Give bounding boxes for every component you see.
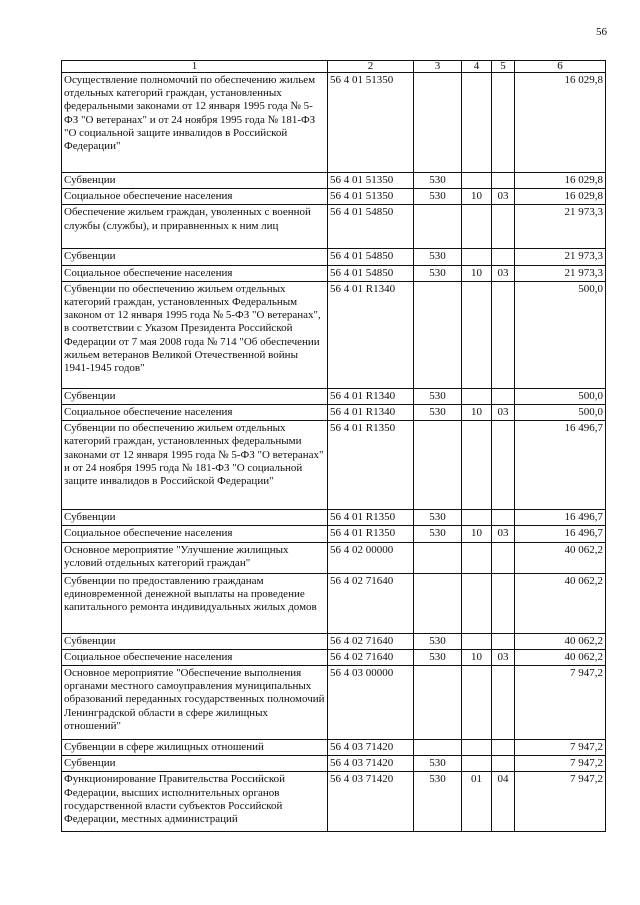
row-sum: 16 496,7: [515, 526, 606, 542]
row-sum: 40 062,2: [515, 633, 606, 649]
row-name: Социальное обеспечение населения: [62, 405, 328, 421]
row-name: Субвенции: [62, 756, 328, 772]
row-section: 10: [462, 405, 492, 421]
header-row: [62, 61, 606, 73]
row-section: 10: [462, 189, 492, 205]
row-sum: 21 973,3: [515, 265, 606, 281]
row-name: Субвенции в сфере жилищных отношений: [62, 740, 328, 756]
row-expense-type: 530: [414, 265, 462, 281]
row-expense-type: [414, 666, 462, 740]
table-row: [62, 772, 606, 832]
row-target-article: 56 4 01 R1340: [328, 281, 414, 388]
row-section: 01: [462, 772, 492, 832]
row-target-article: 56 4 01 51350: [328, 73, 414, 173]
row-section: [462, 542, 492, 573]
row-subsection: [492, 249, 515, 265]
row-subsection: [492, 281, 515, 388]
row-name: Основное мероприятие "Улучшение жилищных условий отдельных категорий граждан": [62, 542, 328, 573]
row-expense-type: 530: [414, 173, 462, 189]
row-name: Осуществление полномочий по обеспечению жильем отдельных категорий граждан, установленных федеральными законами от 12 января 1995 года № 5-ФЗ "О ветеранах" и от 24 ноября 1995 года № 181-ФЗ "О социальной защите инвалидов в Российской Федерации": [62, 73, 328, 173]
row-sum: 21 973,3: [515, 249, 606, 265]
table-row: [62, 633, 606, 649]
row-expense-type: 530: [414, 249, 462, 265]
header-col-2: 2: [328, 61, 414, 73]
row-name: Основное мероприятие "Обеспечение выполнения органами местного самоуправления муниципальных образований переданных государственных полномочий Ленинградской области в сфере жилищных отношений": [62, 666, 328, 740]
row-target-article: 56 4 01 R1350: [328, 421, 414, 510]
row-section: [462, 388, 492, 404]
row-name: Социальное обеспечение населения: [62, 265, 328, 281]
budget-table: [61, 60, 606, 832]
row-section: [462, 421, 492, 510]
row-section: [462, 756, 492, 772]
row-sum: 40 062,2: [515, 649, 606, 665]
row-sum: 16 029,8: [515, 173, 606, 189]
table-row: [62, 666, 606, 740]
row-target-article: 56 4 01 R1340: [328, 388, 414, 404]
row-subsection: 03: [492, 265, 515, 281]
row-subsection: [492, 73, 515, 173]
row-subsection: [492, 205, 515, 249]
row-sum: 500,0: [515, 281, 606, 388]
row-target-article: 56 4 02 71640: [328, 649, 414, 665]
row-sum: 16 496,7: [515, 421, 606, 510]
table-row: [62, 510, 606, 526]
row-subsection: 04: [492, 772, 515, 832]
row-sum: 16 496,7: [515, 510, 606, 526]
row-target-article: 56 4 03 00000: [328, 666, 414, 740]
row-section: [462, 633, 492, 649]
row-name: Социальное обеспечение населения: [62, 526, 328, 542]
row-target-article: 56 4 02 00000: [328, 542, 414, 573]
row-target-article: 56 4 01 R1340: [328, 405, 414, 421]
row-subsection: 03: [492, 405, 515, 421]
row-section: [462, 510, 492, 526]
row-expense-type: 530: [414, 189, 462, 205]
row-expense-type: [414, 542, 462, 573]
table-row: [62, 405, 606, 421]
row-subsection: [492, 633, 515, 649]
row-expense-type: [414, 73, 462, 173]
table-row: [62, 249, 606, 265]
row-sum: 40 062,2: [515, 542, 606, 573]
row-target-article: 56 4 03 71420: [328, 740, 414, 756]
table-row: [62, 573, 606, 633]
row-section: [462, 740, 492, 756]
row-target-article: 56 4 01 R1350: [328, 510, 414, 526]
table-row: [62, 526, 606, 542]
table-row: [62, 421, 606, 510]
table-row: [62, 281, 606, 388]
row-subsection: 03: [492, 189, 515, 205]
page-number: 56: [596, 26, 607, 38]
table-row: [62, 189, 606, 205]
row-expense-type: 530: [414, 510, 462, 526]
row-subsection: [492, 666, 515, 740]
table-row: [62, 542, 606, 573]
row-subsection: [492, 421, 515, 510]
row-expense-type: 530: [414, 526, 462, 542]
row-sum: 7 947,2: [515, 740, 606, 756]
row-subsection: [492, 756, 515, 772]
row-expense-type: 530: [414, 649, 462, 665]
row-sum: 16 029,8: [515, 189, 606, 205]
row-name: Социальное обеспечение населения: [62, 189, 328, 205]
row-sum: 500,0: [515, 388, 606, 404]
row-target-article: 56 4 03 71420: [328, 772, 414, 832]
row-expense-type: [414, 740, 462, 756]
row-section: 10: [462, 649, 492, 665]
row-expense-type: [414, 573, 462, 633]
row-target-article: 56 4 02 71640: [328, 633, 414, 649]
row-sum: 16 029,8: [515, 73, 606, 173]
row-section: [462, 281, 492, 388]
row-section: [462, 249, 492, 265]
row-name: Субвенции по предоставлению гражданам единовременной денежной выплаты на проведение капитального ремонта индивидуальных жилых домов: [62, 573, 328, 633]
row-expense-type: [414, 205, 462, 249]
table-row: [62, 740, 606, 756]
row-subsection: 03: [492, 526, 515, 542]
header-col-3: 3: [414, 61, 462, 73]
row-name: Субвенции: [62, 173, 328, 189]
row-expense-type: [414, 421, 462, 510]
table-row: [62, 205, 606, 249]
row-section: [462, 73, 492, 173]
table-row: [62, 73, 606, 173]
row-subsection: [492, 510, 515, 526]
row-sum: 40 062,2: [515, 573, 606, 633]
row-subsection: [492, 173, 515, 189]
row-name: Субвенции: [62, 510, 328, 526]
row-expense-type: 530: [414, 405, 462, 421]
header-col-5: 5: [492, 61, 515, 73]
row-target-article: 56 4 03 71420: [328, 756, 414, 772]
row-name: Субвенции по обеспечению жильем отдельных категорий граждан, установленных федеральными законами от 12 января 1995 года № 5-ФЗ "О ветеранах" и от 24 ноября 1995 года № 181-ФЗ "О социальной защите инвалидов в Российской Федерации": [62, 421, 328, 510]
table-row: [62, 649, 606, 665]
row-expense-type: 530: [414, 772, 462, 832]
row-sum: 7 947,2: [515, 756, 606, 772]
table-row: [62, 756, 606, 772]
row-name: Субвенции: [62, 388, 328, 404]
header-col-6: 6: [515, 61, 606, 73]
row-section: 10: [462, 265, 492, 281]
row-section: [462, 573, 492, 633]
row-subsection: [492, 740, 515, 756]
row-name: Субвенции: [62, 249, 328, 265]
table-row: [62, 265, 606, 281]
header-col-4: 4: [462, 61, 492, 73]
row-expense-type: 530: [414, 388, 462, 404]
row-target-article: 56 4 01 51350: [328, 189, 414, 205]
row-name: Обеспечение жильем граждан, уволенных с военной службы (службы), и приравненных к ним лиц: [62, 205, 328, 249]
row-sum: 7 947,2: [515, 772, 606, 832]
row-target-article: 56 4 01 54850: [328, 205, 414, 249]
row-target-article: 56 4 01 54850: [328, 249, 414, 265]
row-expense-type: 530: [414, 633, 462, 649]
row-section: [462, 173, 492, 189]
row-name: Субвенции по обеспечению жильем отдельных категорий граждан, установленных Федеральным законом от 12 января 1995 года № 5-ФЗ "О ветеранах", в соответствии с Указом Президента Российской Федерации от 7 мая 2008 года № 714 "Об обеспечении жильем ветеранов Великой Отечественной войны 1941-1945 годов": [62, 281, 328, 388]
row-target-article: 56 4 01 51350: [328, 173, 414, 189]
row-sum: 500,0: [515, 405, 606, 421]
row-section: [462, 205, 492, 249]
header-col-1: 1: [62, 61, 328, 73]
row-target-article: 56 4 01 R1350: [328, 526, 414, 542]
row-subsection: [492, 573, 515, 633]
row-name: Субвенции: [62, 633, 328, 649]
row-section: [462, 666, 492, 740]
row-name: Функционирование Правительства Российской Федерации, высших исполнительных органов государственной власти субъектов Российской Федерации, местных администраций: [62, 772, 328, 832]
row-subsection: [492, 388, 515, 404]
row-target-article: 56 4 01 54850: [328, 265, 414, 281]
row-expense-type: [414, 281, 462, 388]
table-row: [62, 388, 606, 404]
row-section: 10: [462, 526, 492, 542]
row-subsection: [492, 542, 515, 573]
row-expense-type: 530: [414, 756, 462, 772]
row-sum: 7 947,2: [515, 666, 606, 740]
row-sum: 21 973,3: [515, 205, 606, 249]
table-row: [62, 173, 606, 189]
row-subsection: 03: [492, 649, 515, 665]
row-target-article: 56 4 02 71640: [328, 573, 414, 633]
row-name: Социальное обеспечение населения: [62, 649, 328, 665]
